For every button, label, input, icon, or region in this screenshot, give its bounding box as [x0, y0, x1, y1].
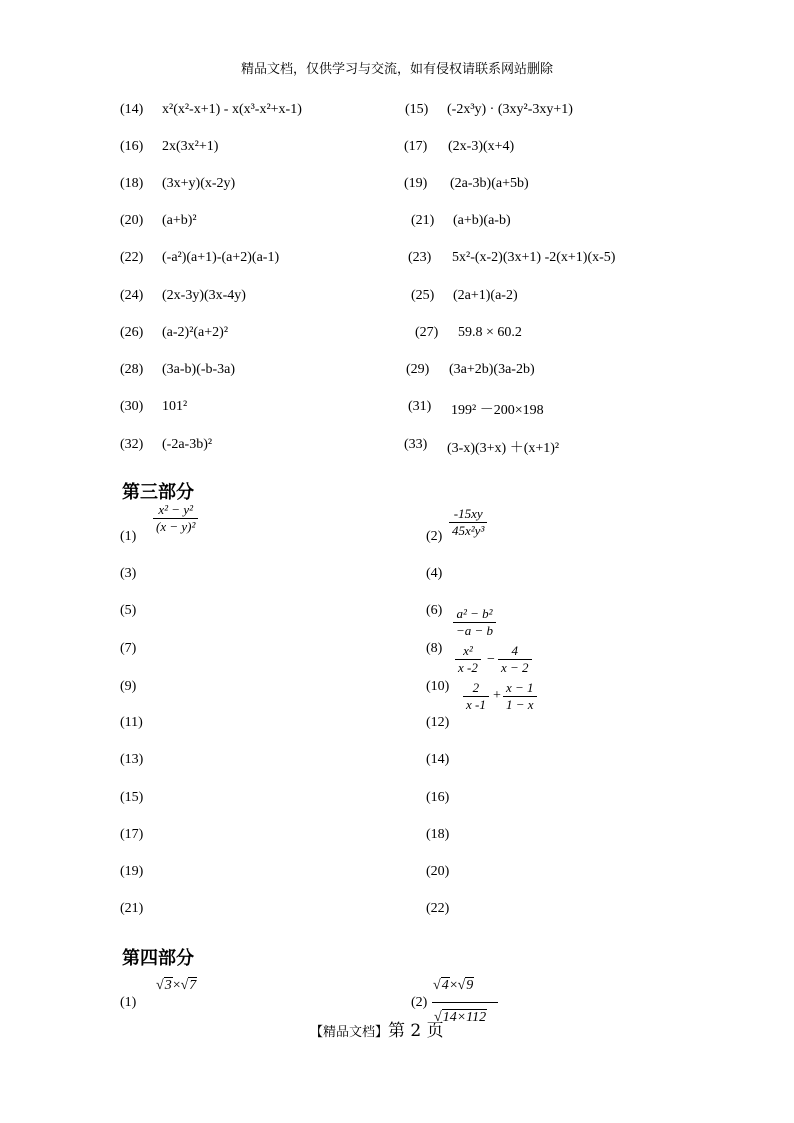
fraction-numerator: x² − y²: [158, 502, 193, 517]
fraction-10b: [503, 680, 537, 713]
exercise-number: (21): [411, 213, 435, 228]
exercise-number: (32): [120, 437, 144, 452]
fraction-denominator: 1 − x: [506, 697, 534, 712]
exercise-number: (29): [406, 362, 430, 377]
radical-expression-2-denominator: √14×112: [434, 1010, 487, 1025]
fraction-1: [153, 502, 198, 535]
exercise-expression: 5x²-(x-2)(3x+1) -2(x+1)(x-5): [452, 250, 616, 265]
exercise-number: (21): [120, 901, 144, 916]
exercise-expression: (a+b)(a-b): [453, 213, 511, 228]
exercise-number: (17): [404, 139, 428, 154]
fraction-denominator: x -2: [458, 660, 478, 675]
exercise-expression: (2a-3b)(a+5b): [450, 176, 529, 191]
times-operator: ×: [172, 978, 181, 993]
radicand: 4: [441, 978, 449, 993]
exercise-expression: (2a+1)(a-2): [453, 288, 518, 303]
exercise-number: (33): [404, 437, 428, 452]
exercise-number: (10): [426, 679, 450, 694]
exercise-number: (31): [408, 399, 432, 414]
exercise-number: (20): [426, 864, 450, 879]
exercise-number: (28): [120, 362, 144, 377]
fraction-denominator: 45x²y³: [452, 523, 485, 538]
exercise-expression: (-a²)(a+1)-(a+2)(a-1): [162, 250, 280, 265]
section-title-part3: 第三部分: [122, 482, 194, 503]
fraction-denominator: (x − y)²: [156, 519, 196, 534]
exercise-number: (24): [120, 288, 144, 303]
exercise-number: (20): [120, 213, 144, 228]
radicand: 14×112: [442, 1010, 487, 1025]
exercise-number: (3): [120, 566, 137, 581]
fraction-numerator: x²: [463, 643, 473, 658]
exercise-number: (5): [120, 603, 137, 618]
fraction-numerator: x − 1: [506, 680, 534, 695]
exercise-expression: 2x(3x²+1): [162, 139, 219, 154]
exercise-number: (14): [426, 752, 450, 767]
exercise-number: (2): [426, 529, 443, 544]
page-number: 第 2 页: [388, 1021, 444, 1041]
fraction-6: [453, 606, 496, 639]
exercise-number: (17): [120, 827, 144, 842]
radicand: 9: [466, 978, 474, 993]
exercise-expression: (-2a-3b)²: [162, 437, 213, 452]
exercise-number: (16): [120, 139, 144, 154]
exercise-expression: (-2x³y) · (3xy²-3xy+1): [447, 102, 573, 117]
exercise-expression: (3a-b)(-b-3a): [162, 362, 236, 377]
exercise-expression: x²(x²-x+1) - x(x³-x²+x-1): [162, 102, 302, 117]
exercise-number: (7): [120, 641, 137, 656]
radicand: 3: [164, 978, 172, 993]
section-title-part4: 第四部分: [122, 948, 194, 969]
fraction-8a: [455, 643, 481, 676]
exercise-number: (16): [426, 790, 450, 805]
exercise-expression: 101²: [162, 399, 188, 414]
exercise-expression: (a+b)²: [162, 213, 197, 228]
plus-operator: +: [493, 688, 501, 703]
exercise-number: (12): [426, 715, 450, 730]
exercise-expression: (3-x)(3+x) ＋(x+1)²: [447, 441, 560, 456]
exercise-number: (26): [120, 325, 144, 340]
minus-operator: −: [487, 652, 495, 667]
exercise-expression: (3x+y)(x-2y): [162, 176, 236, 191]
fraction-numerator: -15xy: [453, 506, 483, 521]
exercise-expression: 199² －200×198: [451, 403, 544, 418]
fraction-denominator: x -1: [466, 697, 486, 712]
exercise-number: (2): [411, 995, 428, 1010]
exercise-number: (15): [405, 102, 429, 117]
exercise-number: (18): [426, 827, 450, 842]
exercise-number: (1): [120, 529, 137, 544]
exercise-expression: 59.8 × 60.2: [458, 325, 522, 340]
exercise-expression: (2x-3y)(3x-4y): [162, 288, 246, 303]
exercise-number: (30): [120, 399, 144, 414]
radical-expression-2-numerator: √4×√9: [433, 978, 474, 993]
fraction-bar: [432, 1002, 498, 1003]
exercise-number: (14): [120, 102, 144, 117]
radical-expression-1: √3×√7: [156, 978, 197, 993]
exercise-expression: (a-2)²(a+2)²: [162, 325, 229, 340]
exercise-number: (9): [120, 679, 137, 694]
fraction-numerator: 2: [472, 680, 480, 695]
exercise-expression: (2x-3)(x+4): [448, 139, 515, 154]
footer-label: 【精品文档】: [310, 1025, 389, 1040]
exercise-expression: (3a+2b)(3a-2b): [449, 362, 535, 377]
times-operator: ×: [449, 978, 458, 993]
exercise-number: (25): [411, 288, 435, 303]
fraction-10a: [463, 680, 489, 713]
fraction-numerator: a² − b²: [456, 606, 493, 621]
exercise-number: (1): [120, 995, 137, 1010]
exercise-number: (18): [120, 176, 144, 191]
fraction-numerator: 4: [511, 643, 519, 658]
radicand: 7: [189, 978, 197, 993]
fraction-8b: [498, 643, 532, 676]
fraction-2: [449, 506, 487, 539]
page-header: 精品文档，仅供学习与交流，如有侵权请联系网站删除: [240, 62, 553, 77]
fraction-denominator: x − 2: [501, 660, 529, 675]
exercise-number: (15): [120, 790, 144, 805]
exercise-number: (19): [120, 864, 144, 879]
exercise-number: (6): [426, 603, 443, 618]
page-footer: [310, 1016, 444, 1041]
exercise-number: (22): [426, 901, 450, 916]
exercise-number: (19): [404, 176, 428, 191]
exercise-number: (22): [120, 250, 144, 265]
exercise-number: (11): [120, 715, 143, 730]
exercise-number: (8): [426, 641, 443, 656]
exercise-number: (27): [415, 325, 439, 340]
exercise-number: (4): [426, 566, 443, 581]
exercise-number: (23): [408, 250, 432, 265]
fraction-denominator: −a − b: [456, 623, 494, 638]
exercise-number: (13): [120, 752, 144, 767]
